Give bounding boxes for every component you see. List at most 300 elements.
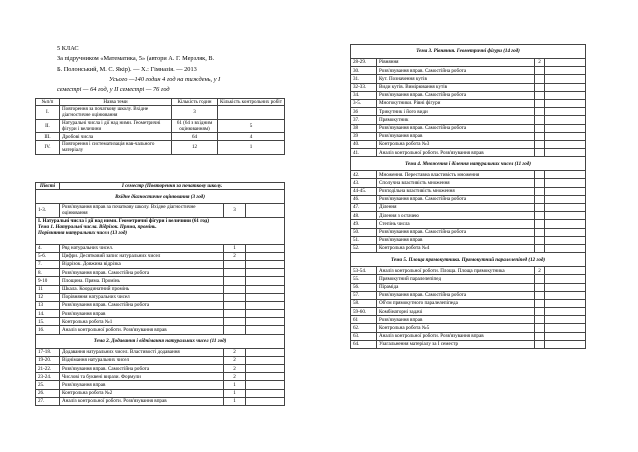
lesson-title: Трикутник і його види [377,108,535,116]
hours-cell [535,187,545,195]
lesson-title: Натуральні числа і дії над ними. Геометричні фігури і величини [60,119,172,132]
row-number: 56. [351,283,377,291]
topic-subtitle: Порівняння натуральних чисел (13 год) [38,230,128,237]
row-number: 7. [36,260,60,268]
lesson-title: Розв'язування вправ. Самостійна робота [377,195,535,203]
lesson-title: Додавання натуральних чисел. Властивості додавання [60,348,224,356]
table-row [351,108,586,116]
table-row [351,140,586,148]
intro-block [57,44,277,95]
topic-heading-text: Тема 3. Рівняння. Геометричні фігури (14 год) [351,45,586,59]
hours-cell [224,277,246,285]
note-cell [545,244,586,252]
table-row [351,195,586,203]
note-cell [246,204,285,217]
table-row [36,389,285,397]
table-row [36,293,285,301]
note-cell [545,316,586,324]
lesson-title: Розв'язування вправ [60,310,224,318]
lesson-title: Ділення з остачею [377,212,535,220]
hours-cell [535,204,545,212]
row-number: 50. [351,228,377,236]
hours-cell [535,179,545,187]
section-title: І. Натуральні числа і дії над ними. Геометричні фігури і величини (61 год) [38,217,210,224]
lesson-title: Прямокутник [377,116,535,124]
lesson-title: Прямокутний паралелепіпед [377,275,535,283]
lesson-title: Віднімання натуральних чисел [60,356,224,364]
row-number: 11 [36,285,60,293]
note-cell [246,277,285,285]
hours-total: Усього —140 годин 4 год на тиждень, у І [109,75,221,83]
lesson-title: Розв'язування вправ [377,132,535,140]
table-row [36,260,285,268]
row-number: 32-33. [351,83,377,91]
lesson-title: Площина. Пряма. Промінь [60,277,224,285]
note-cell [545,324,586,332]
row-number: 5-6. [36,252,60,260]
table-row [36,141,285,154]
hours-cell [535,308,545,316]
hours-cell [535,108,545,116]
table-row [36,119,285,132]
row-number: 27. [36,397,60,405]
note-cell [246,293,285,301]
note-cell [246,381,285,389]
hours-cell: 1 [224,381,246,389]
hours-cell [535,228,545,236]
note-cell [545,99,586,107]
hours-cell: 2 [224,252,246,260]
note-cell [545,149,586,157]
table-row [36,310,285,318]
hours-cell [224,301,246,309]
note-cell [246,389,285,397]
entry-heading-text: Вхідне діагностичне оцінювання (3 год) [36,190,285,204]
row-number: 12 [36,293,60,301]
note-cell [545,228,586,236]
lesson-title: Контрольна робота №5 [377,324,535,332]
row-number: 63. [351,332,377,340]
table-row [36,356,285,364]
row-number: 19-20. [36,356,60,364]
note-cell [545,116,586,124]
hours-cell [224,293,246,301]
note-cell [246,365,285,373]
note-cell [246,252,285,260]
lesson-title: Цифри. Десятковий запис натуральних чисел [60,252,224,260]
note-cell [545,220,586,228]
note-cell [545,108,586,116]
note-cell [545,179,586,187]
note-cell [545,340,586,348]
topic-heading-text: Тема 2. Додавання і віднімання натуральних чисел (11 год) [36,334,285,348]
hours-cell [535,91,545,99]
hours-cell [535,299,545,307]
note-cell [545,75,586,83]
hours-cell [535,324,545,332]
lesson-title: Ділення [377,204,535,212]
table-row [351,149,586,157]
lesson-title: Аналіз контрольної роботи. Розв'язування вправ [377,332,535,340]
lesson-title: Розв'язування вправ [377,236,535,244]
table-row [351,283,586,291]
note-cell [246,397,285,405]
lesson-title: Розв'язування вправ. Самостійна робота [377,291,535,299]
lesson-title: Розв'язування вправ [377,316,535,324]
hours-cell: 61 (64 з вхідним оцінюванням) [172,119,218,132]
lesson-title: Кут. Позначення кутів [377,75,535,83]
note-cell [545,275,586,283]
row-number: 46. [351,195,377,203]
note-cell [545,83,586,91]
hours-cell [535,236,545,244]
hours-cell [535,83,545,91]
semester1-table [35,182,285,406]
table-row [36,365,285,373]
topic-heading [351,45,586,59]
row-number: 57. [351,291,377,299]
table-row [351,267,586,275]
table-row [351,116,586,124]
row-number: ІІ. [36,119,60,132]
note-cell [246,285,285,293]
row-number: 42. [351,171,377,179]
table-row [351,275,586,283]
note-cell [246,244,285,252]
hours-cell [535,140,545,148]
hours-cell: 2 [224,356,246,364]
row-number: 1-3. [36,204,60,217]
table-row [351,228,586,236]
hours-cell [224,269,246,277]
table-row [351,308,586,316]
hours-cell [535,340,545,348]
column-header: Назва теми [60,99,172,106]
hours-semesters: семестрі — 64 год, у ІІ семестрі — 76 год [57,86,170,94]
row-number: 47. [351,204,377,212]
lesson-title: Розв'язування вправ. Самостійна робота [60,365,224,373]
hours-cell [535,149,545,157]
note-cell [246,318,285,326]
row-number: IV. [36,141,60,154]
row-number: 64. [351,340,377,348]
textbook-line: Б. Полонський, М. С. Якір). — Х.: Гімназія. — 2013 [57,65,197,73]
hours-cell: 2 [224,365,246,373]
hours-cell [535,212,545,220]
row-number: 15. [36,318,60,326]
hours-cell [535,332,545,340]
table-row [36,301,285,309]
lesson-title: Аналіз контрольної роботи. Розв'язування вправ [377,149,535,157]
row-number: 23-24. [36,373,60,381]
note-cell [545,124,586,132]
lesson-title: Аналіз контрольної роботи. Розв'язування вправ [60,397,224,405]
row-number: 43. [351,179,377,187]
note-cell [246,301,285,309]
table-row [36,373,285,381]
note-cell [545,267,586,275]
row-number: 61 [351,316,377,324]
hours-cell [535,244,545,252]
hours-cell: 2 [535,59,545,67]
table-row [351,204,586,212]
table-row [36,106,285,119]
table-row [351,59,586,67]
table-row [36,318,285,326]
table-row [351,67,586,75]
lesson-title: Множення. Переставна властивість множення [377,171,535,179]
row-number: 26. [36,389,60,397]
topic-heading [36,334,285,348]
table-row [36,285,285,293]
table-row [351,324,586,332]
table-row [36,277,285,285]
row-number: 16. [36,326,60,334]
hours-cell: 3 [224,204,246,217]
lesson-title: Сполучна властивість множення [377,179,535,187]
semester-title: І семестр (Повторення за початкову школу. [60,183,285,190]
note-cell [246,356,285,364]
note-cell [545,236,586,244]
section-heading [36,217,285,244]
row-number: 4. [36,244,60,252]
row-number: 39 [351,132,377,140]
lesson-title: Шкала. Координатний промінь [60,285,224,293]
note-cell [246,310,285,318]
hours-cell [535,283,545,291]
column-header: Кількість контрольних робіт [218,99,285,106]
note-cell: 4 [218,133,285,141]
hours-cell: 2 [224,373,246,381]
lesson-title: Повторення за початкову школу. Вхідне діагностичне оцінювання [60,106,172,119]
table-row [36,269,285,277]
topic-heading-text: Тема 4. Множення і ділення натуральних чисел (11 год) [351,157,586,171]
lesson-title: Числові та буквені вирази. Формули [60,373,224,381]
hours-cell: 2 [224,348,246,356]
lesson-title: Многокутники. Рівні фігури [377,99,535,107]
hours-cell: 2 [535,267,545,275]
row-number: 52. [351,244,377,252]
lesson-title: Розв'язування вправ [60,381,224,389]
lesson-title: Розв'язування вправ. Самостійна робота [377,228,535,236]
hours-cell [224,326,246,334]
table-row [36,204,285,217]
note-cell: 5 [218,119,285,132]
lesson-title: Розв'язування вправ. Самостійна робота [377,91,535,99]
row-number: 30. [351,67,377,75]
lesson-title: Розв'язування вправ. Самостійна робота [377,124,535,132]
lesson-title: Рівняння [377,59,535,67]
semester-label: Півсті [36,183,60,190]
note-cell [545,212,586,220]
hours-cell [535,67,545,75]
hours-cell [535,275,545,283]
hours-cell [535,291,545,299]
lesson-title: Порівняння натуральних чисел [60,293,224,301]
note-cell [545,283,586,291]
hours-cell [535,116,545,124]
lesson-title: Об'єм прямокутного паралелепіпеда [377,299,535,307]
row-number: 28-29. [351,59,377,67]
note-cell [545,59,586,67]
row-number: 62. [351,324,377,332]
table-row [351,244,586,252]
topic-heading-text: Тема 5. Площа прямокутника. Прямокутний паралелепіпед (12 год) [351,253,586,267]
hours-cell [224,285,246,293]
note-cell [545,67,586,75]
lesson-title: Степінь числа [377,220,535,228]
row-number: 58. [351,299,377,307]
table-row [351,220,586,228]
lesson-title: Ряд натуральних чисел. [60,244,224,252]
note-cell [545,291,586,299]
hours-cell: 64 [172,133,218,141]
lesson-title: Повторення і систематизація нав-чального матеріалу [60,141,172,154]
row-number: ІІІ. [36,133,60,141]
note-cell [246,373,285,381]
topic-heading [351,157,586,171]
semester-title-row [36,183,285,190]
note-cell [545,132,586,140]
lesson-title: Контрольна робота №3 [377,140,535,148]
lesson-title: Дробові числа [60,133,172,141]
overview-table [35,98,285,155]
note-cell [246,269,285,277]
table-row [36,381,285,389]
note-cell [545,140,586,148]
hours-cell [535,132,545,140]
row-number: 17-18. [36,348,60,356]
hours-cell [535,99,545,107]
hours-cell: 12 [172,141,218,154]
lesson-title: Піраміда [377,283,535,291]
table-row [36,348,285,356]
table-row [351,187,586,195]
hours-cell [535,220,545,228]
lesson-title: Розв'язування вправ. Самостійна робота [60,301,224,309]
lesson-title: Відрізок. Довжина відрізка [60,260,224,268]
hours-cell [535,124,545,132]
row-number: 3-5. [351,99,377,107]
hours-cell [535,316,545,324]
row-number: 49. [351,220,377,228]
row-number: 36 [351,108,377,116]
row-number: 34. [351,91,377,99]
lesson-title: Види кутів. Вимірювання кутів [377,83,535,91]
column-header: Кількість годин [172,99,218,106]
table-row [351,83,586,91]
table-row [351,75,586,83]
table-row [36,326,285,334]
row-number: 48. [351,212,377,220]
topic-title: Тема 1. Натуральні числа. Відрізок. Пряма, промінь. [38,224,157,231]
hours-cell [535,75,545,83]
lesson-title: Розв'язування вправ. Самостійна робота [60,269,224,277]
lesson-title: Аналіз контрольної роботи. Площа. Площа прямокутника [377,267,535,275]
note-cell [246,326,285,334]
textbook-line: За підручником «Математика, 5» (автори А. Г. Мерзляк, В. [57,55,215,63]
table-row [351,171,586,179]
lesson-title: Контрольна робота №2 [60,389,224,397]
hours-cell [535,195,545,203]
row-number: 41. [351,149,377,157]
section-heading-row [36,217,285,244]
note-cell [545,91,586,99]
row-number: І. [36,106,60,119]
lesson-title: Комбінаторні задачі [377,308,535,316]
table-row [351,299,586,307]
entry-heading [36,190,285,204]
row-number: 13 [36,301,60,309]
table-row [351,179,586,187]
hours-cell [535,171,545,179]
row-number: 21-22. [36,365,60,373]
lesson-title: Аналіз контрольної роботи. Розв'язування вправ [60,326,224,334]
note-cell [545,332,586,340]
table-row [351,99,586,107]
table-row [36,244,285,252]
row-number: 38 [351,124,377,132]
lesson-title: Розподільна властивість множення [377,187,535,195]
hours-cell: 3 [172,106,218,119]
row-number: 40. [351,140,377,148]
table-row [351,291,586,299]
hours-cell [224,318,246,326]
note-cell [545,308,586,316]
table-row [351,132,586,140]
table-row [36,133,285,141]
table-row [351,316,586,324]
row-number: 44-45. [351,187,377,195]
note-cell [545,171,586,179]
hours-cell [224,310,246,318]
note-cell [246,348,285,356]
note-cell [545,195,586,203]
row-number: 59-60. [351,308,377,316]
table-row [351,91,586,99]
note-cell [545,187,586,195]
lesson-title: Контрольна робота №4 [377,244,535,252]
hours-cell: 1 [224,397,246,405]
lesson-title: Розв'язування вправ за початкову школу. Вхідне діагностичне оцінювання [60,204,224,217]
column-header: №п/п [36,99,60,106]
table-row [351,236,586,244]
lesson-title: Узагальнення матеріалу за І семестр [377,340,535,348]
table-row [351,212,586,220]
row-number: 14. [36,310,60,318]
note-cell: 1 [218,141,285,154]
table-row [351,332,586,340]
row-number: 31. [351,75,377,83]
row-number: 8. [36,269,60,277]
row-number: 37. [351,116,377,124]
hours-cell [224,260,246,268]
class-title: 5 КЛАС [57,45,79,52]
note-cell [545,204,586,212]
row-number: 55. [351,275,377,283]
table-row [36,252,285,260]
lesson-title: Розв'язування вправ. Самостійна робота [377,67,535,75]
row-number: 25. [36,381,60,389]
topic-heading [351,253,586,267]
note-cell [218,106,285,119]
lesson-title: Контрольна робота №1 [60,318,224,326]
topics-table [350,44,586,349]
row-number: 9-10 [36,277,60,285]
table-row [36,397,285,405]
table-header-row [36,99,285,106]
hours-cell: 1 [224,244,246,252]
